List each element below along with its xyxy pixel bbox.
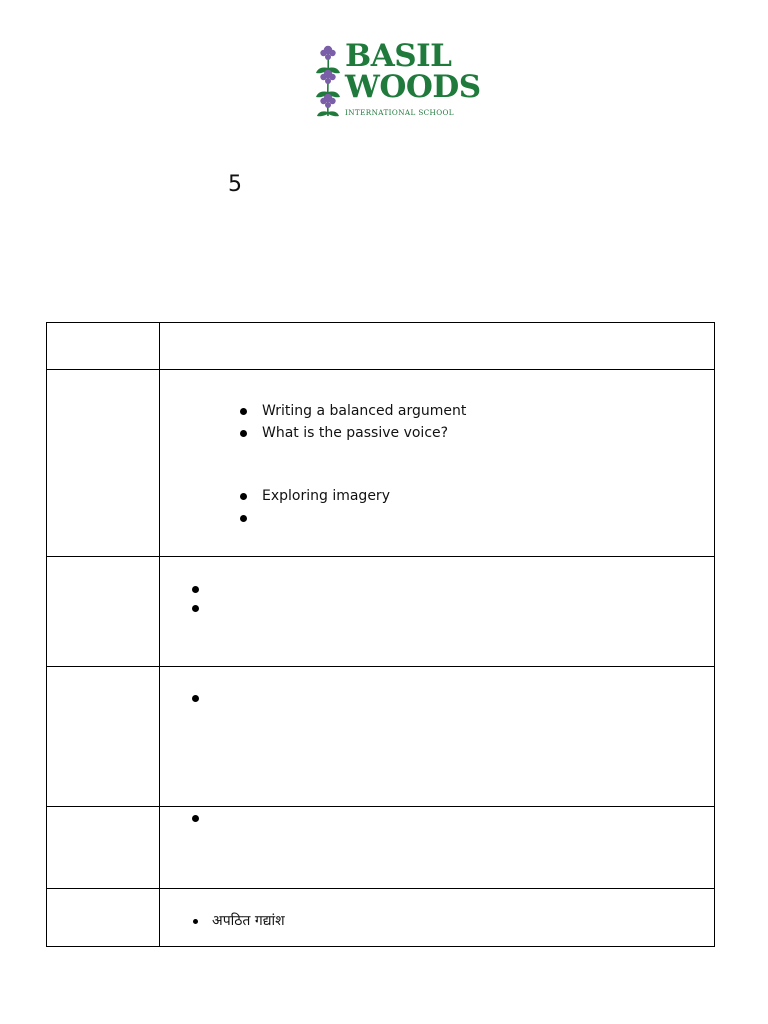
table-cell-label <box>47 370 160 557</box>
table-cell-label <box>47 807 160 889</box>
bullet-icon <box>192 605 199 612</box>
table-cell-header-right <box>160 323 715 370</box>
bullet-list <box>192 578 214 619</box>
table-cell-label <box>47 557 160 667</box>
list-item <box>240 400 466 422</box>
heading-number: 5 <box>228 172 242 197</box>
bullet-list <box>192 807 214 829</box>
school-logo <box>314 38 481 120</box>
bullet-list <box>192 687 214 709</box>
bullet-icon <box>240 515 247 522</box>
list-item-text: Writing a balanced argument <box>262 403 467 419</box>
list-item <box>192 687 214 709</box>
bullet-icon <box>193 919 198 924</box>
list-item <box>192 807 214 829</box>
list-item-text: Exploring imagery <box>262 488 390 504</box>
bullet-list <box>240 485 390 529</box>
logo-tagline: INTERNATIONAL SCHOOL <box>345 108 454 117</box>
table-row <box>47 807 715 889</box>
table-row <box>47 889 715 947</box>
list-item-text: What is the passive voice? <box>262 425 449 441</box>
logo-word-basil: BASIL <box>345 38 452 74</box>
table-cell-content <box>160 370 715 557</box>
table-cell-content <box>160 557 715 667</box>
table-row <box>47 557 715 667</box>
bullet-list <box>192 910 285 932</box>
list-item <box>240 485 390 507</box>
bullet-icon <box>192 815 199 822</box>
bullet-icon <box>192 695 199 702</box>
list-item <box>240 507 390 529</box>
bullet-icon <box>192 586 199 593</box>
list-item <box>192 578 214 597</box>
flower-emblem-icon <box>314 40 344 120</box>
table-cell-header-left <box>47 323 160 370</box>
list-item <box>240 422 466 444</box>
logo-word-woods: WOODS <box>345 69 481 105</box>
table-cell-content <box>160 667 715 807</box>
table-cell-content <box>160 889 715 947</box>
bullet-icon <box>240 430 247 437</box>
bullet-icon <box>240 408 247 415</box>
table-row <box>47 370 715 557</box>
plan-table <box>46 322 715 947</box>
list-item <box>192 910 285 932</box>
table-row <box>47 667 715 807</box>
table-cell-label <box>47 667 160 807</box>
table-cell-content <box>160 807 715 889</box>
table-header-row <box>47 323 715 370</box>
table-cell-label <box>47 889 160 947</box>
list-item-text: अपठित गद्यांश <box>212 913 285 929</box>
bullet-icon <box>240 493 247 500</box>
list-item <box>192 597 214 619</box>
bullet-list <box>240 400 466 444</box>
